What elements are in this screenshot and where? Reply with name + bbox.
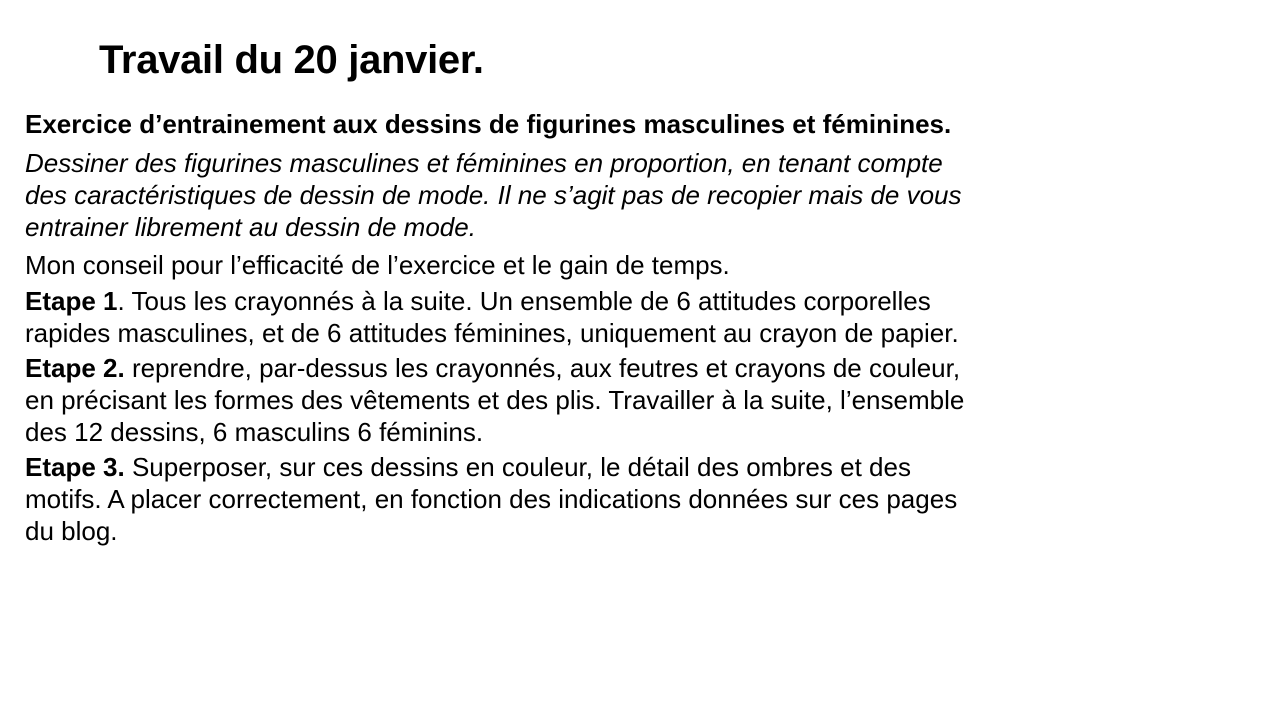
instruction-line: Dessiner des figurines masculines et féminines en proportion, en tenant compte xyxy=(25,148,943,178)
exercise-heading: Exercice d’entrainement aux dessins de figurines masculines et féminines. xyxy=(25,109,952,139)
step-1-line: rapides masculines, et de 6 attitudes féminines, uniquement au crayon de papier. xyxy=(25,318,959,348)
step-2-first-line xyxy=(25,352,1255,384)
step-2-label: Etape 2. xyxy=(25,353,125,383)
instruction-paragraph xyxy=(25,147,1255,243)
step-2-line: des 12 dessins, 6 masculins 6 féminins. xyxy=(25,417,484,447)
step-1-text: . Tous les crayonnés à la suite. Un ensemble de 6 attitudes corporelles xyxy=(117,286,931,316)
step-1-first-line xyxy=(25,285,1255,317)
step-3-text: Superposer, sur ces dessins en couleur, le détail des ombres et des xyxy=(124,452,911,482)
instruction-line: des caractéristiques de dessin de mode. Il ne s’agit pas de recopier mais de vous xyxy=(25,180,962,210)
step-2 xyxy=(25,352,1255,448)
step-2-line: en précisant les formes des vêtements et des plis. Travailler à la suite, l’ensemble xyxy=(25,385,965,415)
step-1-label: Etape 1 xyxy=(25,286,118,316)
slide-body xyxy=(25,108,1255,550)
step-3-line: du blog. xyxy=(25,516,118,546)
step-2-text: reprendre, par-dessus les crayonnés, aux feutres et crayons de couleur, xyxy=(124,353,961,383)
slide-title: Travail du 20 janvier. xyxy=(99,38,484,82)
instruction-line: entrainer librement au dessin de mode. xyxy=(25,212,476,242)
advice-text: Mon conseil pour l’efficacité de l’exercice et le gain de temps. xyxy=(25,250,730,280)
step-3-first-line xyxy=(25,451,1255,483)
step-1 xyxy=(25,285,1255,349)
step-3-line: motifs. A placer correctement, en fonction des indications données sur ces pages xyxy=(25,484,958,514)
step-3-label: Etape 3. xyxy=(25,452,125,482)
step-3 xyxy=(25,451,1255,547)
